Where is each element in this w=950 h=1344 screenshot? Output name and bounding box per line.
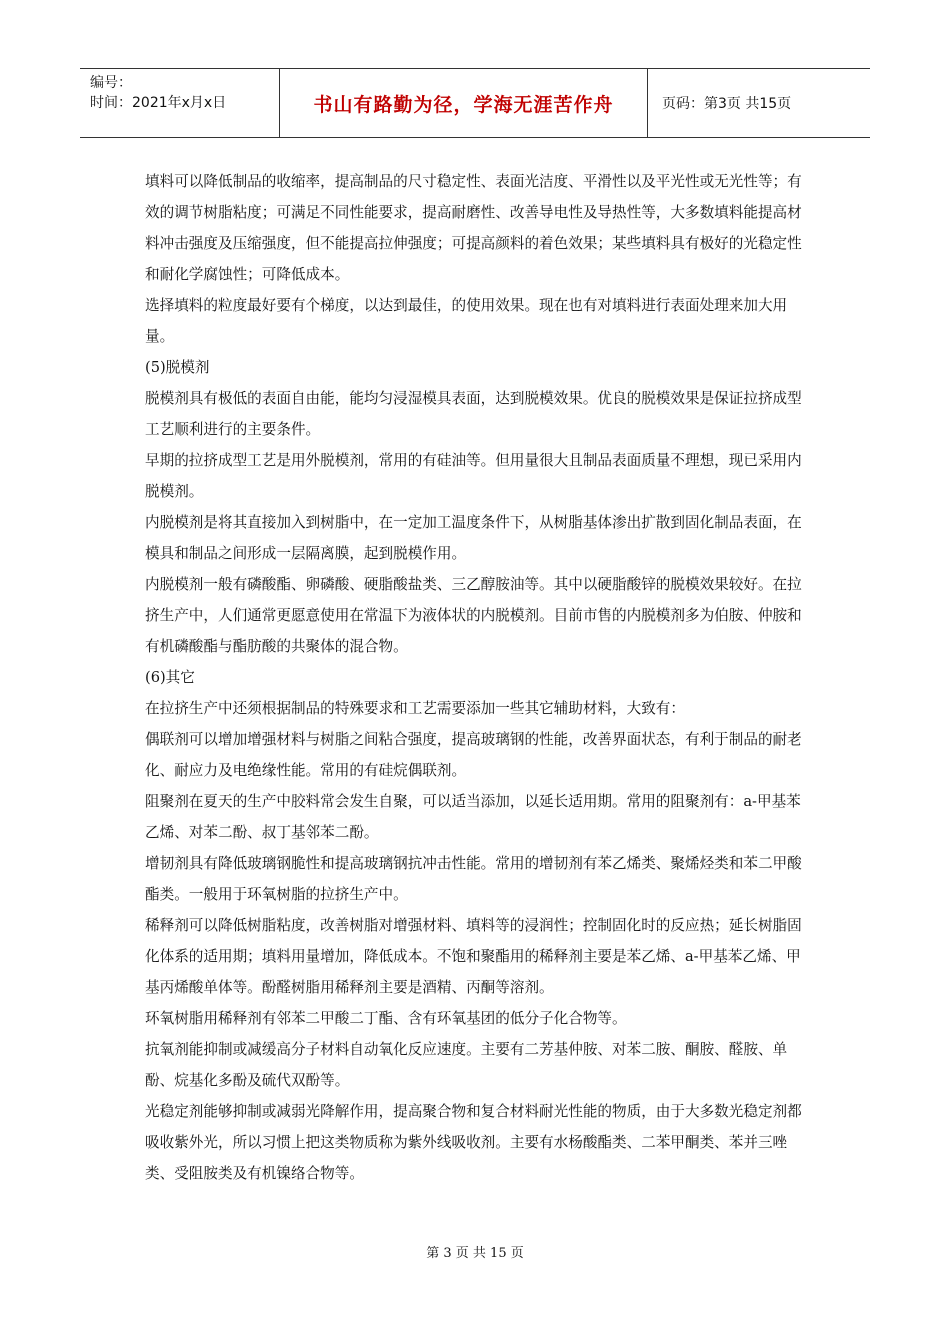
page-footer [0,1242,950,1261]
paragraph: 早期的拉挤成型工艺是用外脱模剂，常用的有硅油等。但用量很大且制品表面质量不理想，现已采用内脱模剂。 [145,452,802,500]
paragraph: 选择填料的粒度最好要有个梯度，以达到最佳，的使用效果。现在也有对填料进行表面处理来加大用量。 [145,297,788,345]
paragraph: 光稳定剂能够抑制或减弱光降解作用，提高聚合物和复合材料耐光性能的物质，由于大多数光稳定剂都吸收紫外光，所以习惯上把这类物质称为紫外线吸收剂。主要有水杨酸酯类、二苯甲酮类、苯并三唑类、受阻胺类及有机镍络合物等。 [145,1103,802,1182]
paragraph: 内脱模剂是将其直接加入到树脂中，在一定加工温度条件下，从树脂基体渗出扩散到固化制品表面，在模具和制品之间形成一层隔离膜，起到脱模作用。 [145,514,802,562]
section-heading: (6)其它 [145,669,195,686]
page-info-text: 页码：第3页 共15页 [662,96,792,112]
paragraph: 偶联剂可以增加增强材料与树脂之间粘合强度，提高玻璃钢的性能，改善界面状态，有利于制品的耐老化、耐应力及电绝缘性能。常用的有硅烷偶联剂。 [145,731,802,779]
header-meta [80,69,280,137]
page-header [80,68,870,138]
header-page-info [648,69,870,137]
paragraph: 稀释剂可以降低树脂粘度，改善树脂对增强材料、填料等的浸润性；控制固化时的反应热；延长树脂固化体系的适用期；填料用量增加，降低成本。不饱和聚酯用的稀释剂主要是苯乙烯、a-甲基苯乙烯、甲基丙烯酸单体等。酚醛树脂用稀释剂主要是酒精、丙酮等溶剂。 [145,917,802,996]
paragraph: 增韧剂具有降低玻璃钢脆性和提高玻璃钢抗冲击性能。常用的增韧剂有苯乙烯类、聚烯烃类和苯二甲酸酯类。一般用于环氧树脂的拉挤生产中。 [145,855,802,903]
paragraph: 填料可以降低制品的收缩率，提高制品的尺寸稳定性、表面光洁度、平滑性以及平光性或无光性等；有效的调节树脂粘度；可满足不同性能要求，提高耐磨性、改善导电性及导热性等，大多数填料能提高材料冲击强度及压缩强度，但不能提高拉伸强度；可提高颜料的着色效果；某些填料具有极好的光稳定性和耐化学腐蚀性；可降低成本。 [145,173,802,283]
paragraph: 内脱模剂一般有磷酸酯、卵磷酸、硬脂酸盐类、三乙醇胺油等。其中以硬脂酸锌的脱模效果较好。在拉挤生产中，人们通常更愿意使用在常温下为液体状的内脱模剂。目前市售的内脱模剂多为伯胺、仲胺和有机磷酸酯与酯肪酸的共聚体的混合物。 [145,576,802,655]
number-label: 编号： [90,75,132,91]
motto-text: 书山有路勤为径，学海无涯苦作舟 [313,93,614,116]
page-footer-text: 第 3 页 共 15 页 [426,1246,524,1261]
section-heading: (5)脱模剂 [145,359,210,376]
paragraph: 抗氧剂能抑制或减缓高分子材料自动氧化反应速度。主要有二芳基仲胺、对苯二胺、酮胺、醛胺、单酚、烷基化多酚及硫代双酚等。 [145,1041,788,1089]
header-motto [280,69,648,137]
paragraph: 环氧树脂用稀释剂有邻苯二甲酸二丁酯、含有环氧基团的低分子化合物等。 [145,1010,627,1027]
paragraph: 脱模剂具有极低的表面自由能，能均匀浸湿模具表面，达到脱模效果。优良的脱模效果是保证拉挤成型工艺顺利进行的主要条件。 [145,390,802,438]
document-body [145,166,807,1189]
paragraph: 阻聚剂在夏天的生产中胶料常会发生自聚，可以适当添加，以延长适用期。常用的阻聚剂有：a-甲基苯乙烯、对苯二酚、叔丁基邻苯二酚。 [145,793,801,841]
time-label: 时间：2021年x月x日 [90,95,227,111]
paragraph: 在拉挤生产中还须根据制品的特殊要求和工艺需要添加一些其它辅助材料，大致有： [145,700,685,717]
